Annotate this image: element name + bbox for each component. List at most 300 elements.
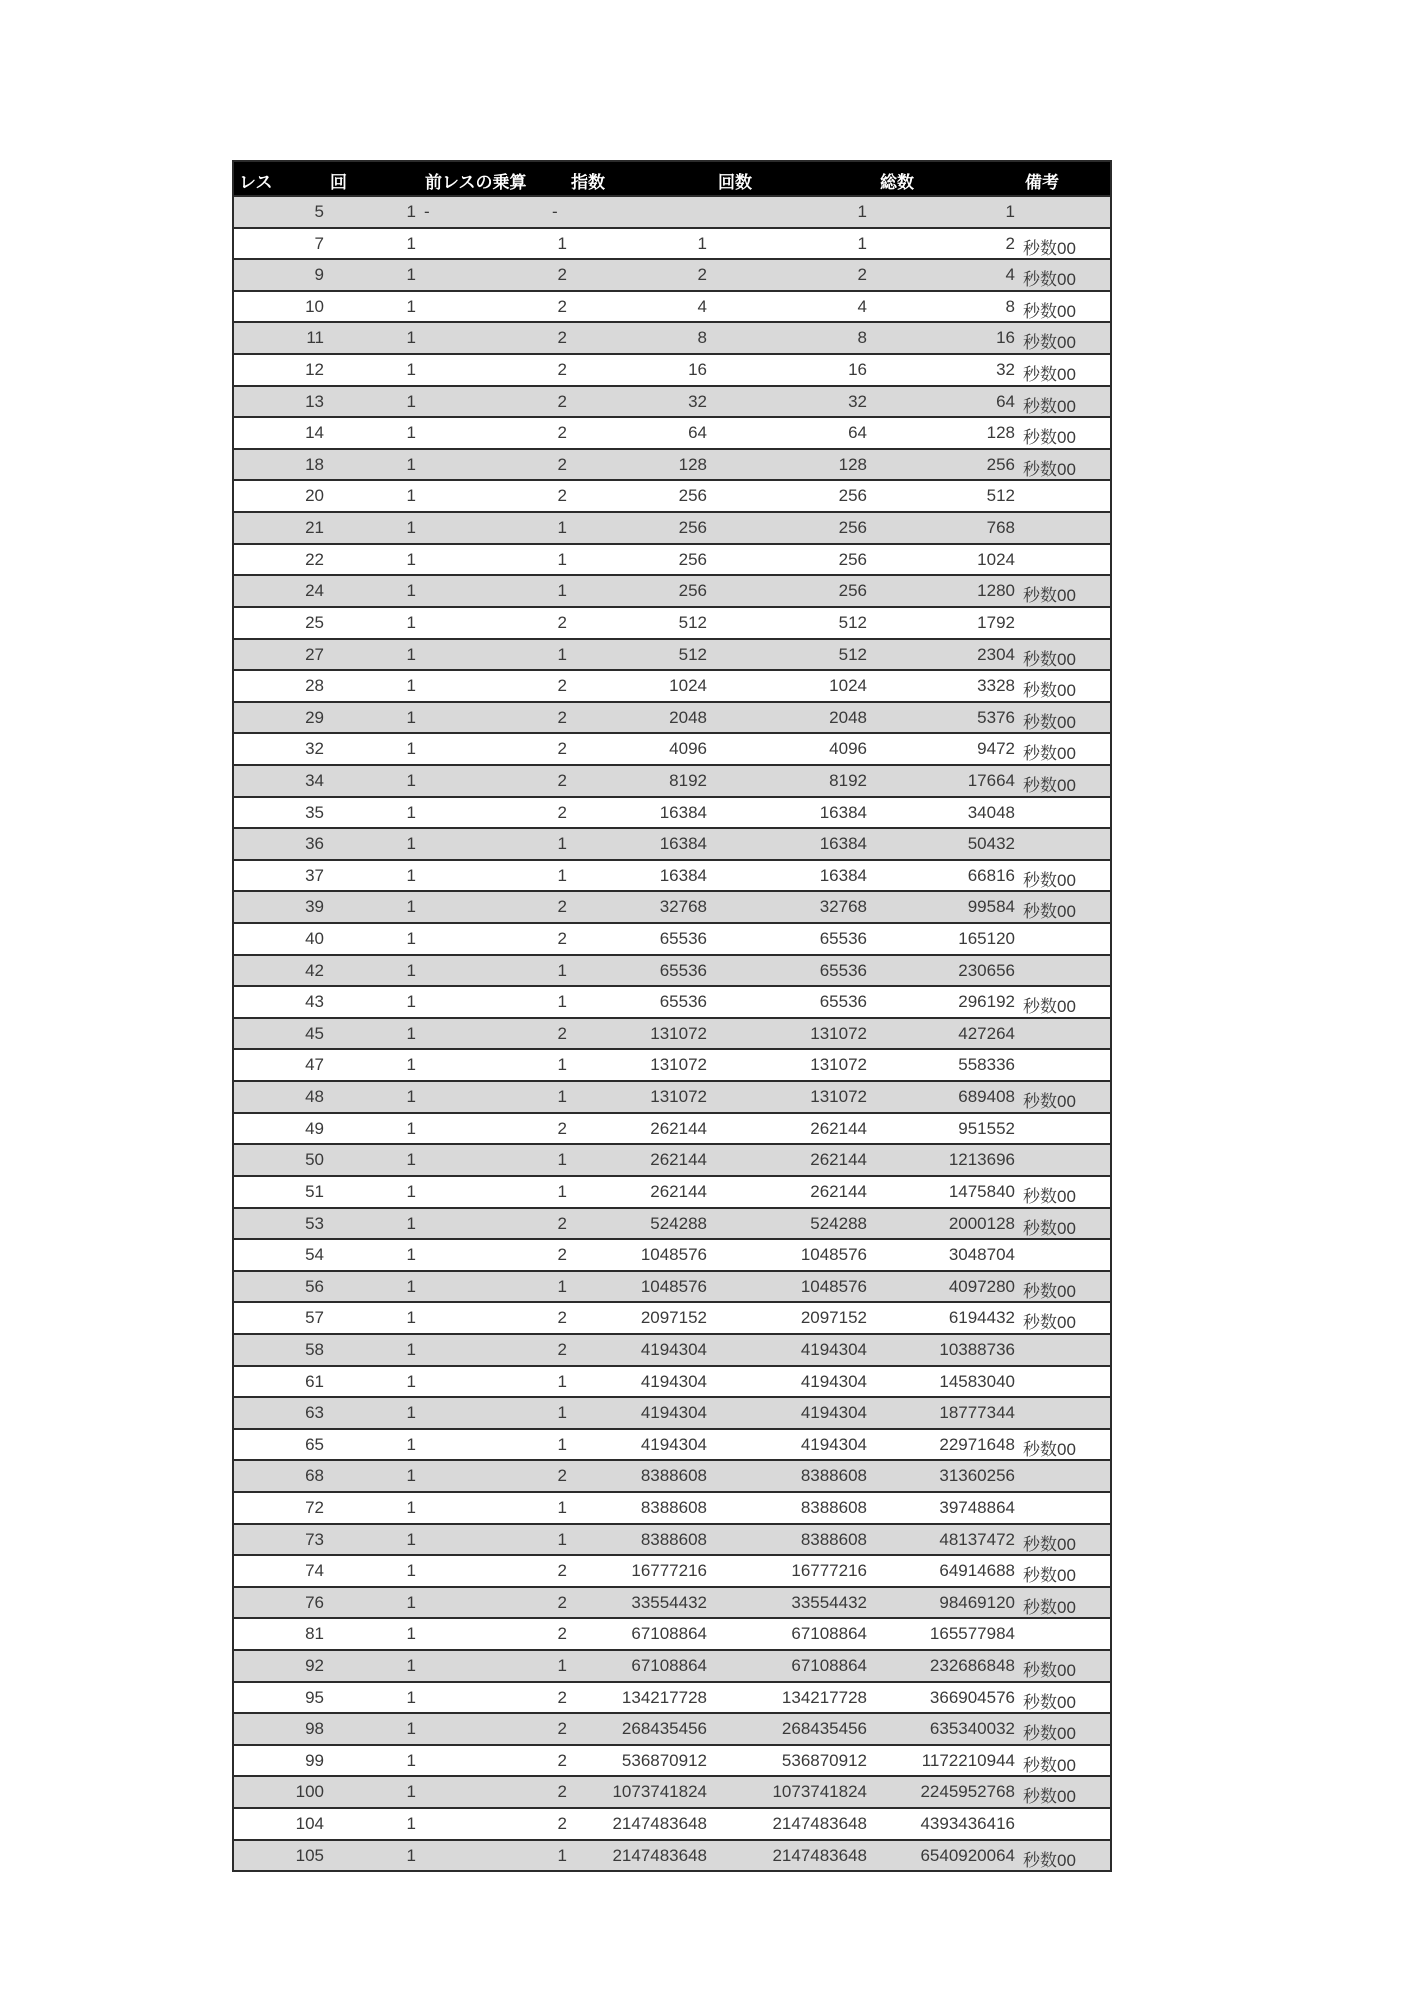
table-row [234,479,1110,511]
cell-count: 524288 [810,1213,867,1233]
table-row [234,796,1110,828]
cell-res: 34 [305,770,324,790]
cell-kai: 1 [406,865,416,885]
cell-prev-multiply: 1 [557,581,567,601]
cell-kai: 1 [406,644,416,664]
cell-total: 512 [986,486,1015,506]
cell-total: 635340032 [929,1719,1015,1739]
cell-count: 2 [857,265,867,285]
cell-count: 131072 [810,1055,867,1075]
cell-total: 10388736 [939,1339,1015,1359]
cell-kai: 1 [406,707,416,727]
cell-exponent: 512 [678,612,707,632]
cell-kai: 1 [406,1403,416,1423]
cell-note: 秒数00 [1023,365,1076,385]
cell-exponent: 2147483648 [612,1845,707,1865]
table-row [234,1491,1110,1523]
cell-prev-multiply: 2 [557,707,567,727]
cell-kai: 1 [406,992,416,1012]
table-row [234,1428,1110,1460]
cell-kai: 1 [406,1750,416,1770]
cell-res: 56 [305,1276,324,1296]
cell-res: 68 [305,1466,324,1486]
table-row [234,321,1110,353]
cell-kai: 1 [406,960,416,980]
cell-total: 427264 [958,1023,1015,1043]
cell-count: 65536 [819,960,867,980]
cell-count: 1 [857,202,867,221]
cell-total: 98469120 [939,1592,1015,1612]
cell-kai: 1 [406,1308,416,1328]
cell-res: 42 [305,960,324,980]
cell-res: 14 [305,423,324,443]
cell-note: 秒数00 [1023,1787,1076,1807]
table-row [234,1365,1110,1397]
cell-total: 3048704 [948,1245,1015,1265]
table-row [234,1112,1110,1144]
header-prev-multiply: 前レスの乗算 [425,173,527,193]
cell-prev-multiply: 2 [557,1466,567,1486]
cell-kai: 1 [406,676,416,696]
cell-kai: 1 [406,1118,416,1138]
cell-count: 4 [857,296,867,316]
cell-res: 99 [305,1750,324,1770]
cell-count: 256 [838,486,867,506]
cell-prev-multiply: 2 [557,1624,567,1644]
cell-res: 73 [305,1529,324,1549]
cell-res: 22 [305,549,324,569]
cell-res: 12 [305,360,324,380]
cell-res: 81 [305,1624,324,1644]
cell-prev-multiply: 2 [557,1592,567,1612]
cell-count: 268435456 [781,1719,867,1739]
cell-res: 92 [305,1656,324,1676]
cell-count: 67108864 [791,1624,867,1644]
cell-exponent: 16384 [659,834,707,854]
cell-kai: 1 [406,1592,416,1612]
cell-total: 366904576 [929,1687,1015,1707]
cell-prev-multiply: 2 [557,296,567,316]
cell-exponent: 512 [678,644,707,664]
cell-count: 64 [848,423,867,443]
cell-prev-multiply: 2 [557,802,567,822]
cell-prev-multiply: 2 [557,1814,567,1834]
cell-prev-multiply: 2 [557,1213,567,1233]
cell-total: 3328 [977,676,1015,696]
cell-count: 131072 [810,1087,867,1107]
cell-count: 262144 [810,1181,867,1201]
cell-exponent: 8192 [669,770,707,790]
cell-count: 33554432 [791,1592,867,1612]
cell-res: 28 [305,676,324,696]
cell-prev-multiply: 1 [557,834,567,854]
cell-kai: 1 [406,1814,416,1834]
table-row [234,1744,1110,1776]
cell-total: 32 [996,360,1015,380]
cell-count: 256 [838,518,867,538]
cell-prev-multiply: 2 [557,360,567,380]
table-row [234,511,1110,543]
cell-kai: 1 [406,1845,416,1865]
cell-res: 54 [305,1245,324,1265]
cell-kai: 1 [406,518,416,538]
cell-exponent: 16 [688,360,707,380]
cell-count: 134217728 [781,1687,867,1707]
cell-exponent: 16384 [659,802,707,822]
cell-res: 18 [305,454,324,474]
cell-kai: 1 [406,802,416,822]
cell-exponent: 33554432 [631,1592,707,1612]
cell-count: 131072 [810,1023,867,1043]
cell-total: 128 [986,423,1015,443]
cell-prev-multiply: 1 [557,1497,567,1517]
cell-exponent: 67108864 [631,1624,707,1644]
cell-count: 65536 [819,929,867,949]
cell-res: 43 [305,992,324,1012]
cell-count: 2048 [829,707,867,727]
header-count: 回数 [718,173,752,193]
cell-kai: 1 [406,1624,416,1644]
cell-exponent: 262144 [650,1118,707,1138]
header-total: 総数 [880,173,914,193]
cell-res: 10 [305,296,324,316]
cell-res: 24 [305,581,324,601]
cell-note: 秒数00 [1023,1724,1076,1744]
cell-total: 2 [1005,233,1015,253]
table-row [234,1775,1110,1807]
table-row [234,1333,1110,1365]
cell-prev-multiply: 1 [557,865,567,885]
cell-exponent: 262144 [650,1181,707,1201]
cell-total: 1213696 [948,1150,1015,1170]
cell-prev-multiply: 1 [557,1181,567,1201]
cell-kai: 1 [406,202,416,221]
cell-count: 4194304 [800,1339,867,1359]
cell-res: 53 [305,1213,324,1233]
cell-res: 104 [295,1814,324,1834]
cell-total: 16 [996,328,1015,348]
cell-kai: 1 [406,1339,416,1359]
table-row [234,827,1110,859]
cell-total: 768 [986,518,1015,538]
table-row [234,954,1110,986]
cell-res: 47 [305,1055,324,1075]
cell-res: 25 [305,612,324,632]
cell-exponent: 16777216 [631,1561,707,1581]
cell-total: 64 [996,391,1015,411]
cell-count: 67108864 [791,1656,867,1676]
cell-note: 秒数00 [1023,681,1076,701]
cell-kai: 1 [406,1656,416,1676]
cell-res: 9 [314,265,324,285]
cell-exponent: 8388608 [640,1466,707,1486]
table-row [234,1649,1110,1681]
cell-prev-multiply: 2 [557,1245,567,1265]
cell-res: 98 [305,1719,324,1739]
cell-prev-multiply: 2 [557,454,567,474]
cell-exponent: 65536 [659,992,707,1012]
table-row [234,1586,1110,1618]
cell-note: 秒数00 [1023,586,1076,606]
cell-count: 16 [848,360,867,380]
cell-total: 2245952768 [920,1782,1015,1802]
cell-note: 秒数00 [1023,333,1076,353]
cell-res: 37 [305,865,324,885]
cell-res: 20 [305,486,324,506]
table-row [234,448,1110,480]
cell-note: 秒数00 [1023,1186,1076,1206]
table-row [234,1143,1110,1175]
table-row [234,985,1110,1017]
table-row [234,1048,1110,1080]
cell-res: 50 [305,1150,324,1170]
cell-exponent: 256 [678,581,707,601]
cell-res: 45 [305,1023,324,1043]
cell-note: 秒数00 [1023,775,1076,795]
cell-kai: 1 [406,612,416,632]
cell-kai: 1 [406,1434,416,1454]
cell-count: 32 [848,391,867,411]
cell-res: 36 [305,834,324,854]
cell-count: 4194304 [800,1371,867,1391]
cell-note: 秒数00 [1023,1439,1076,1459]
cell-prev-multiply: 1 [557,1529,567,1549]
cell-res: 7 [314,233,324,253]
cell-total: 296192 [958,992,1015,1012]
table-row [234,1554,1110,1586]
cell-res: 29 [305,707,324,727]
cell-count: 8 [857,328,867,348]
table-row [234,1807,1110,1839]
cell-exponent: 4096 [669,739,707,759]
cell-note: 秒数00 [1023,902,1076,922]
cell-kai: 1 [406,1371,416,1391]
cell-note: 秒数00 [1023,428,1076,448]
table-row [234,1839,1110,1871]
cell-res: 100 [295,1782,324,1802]
cell-prev-multiply: 2 [557,612,567,632]
cell-count: 1048576 [800,1276,867,1296]
cell-prev-multiply: 1 [557,1371,567,1391]
cell-exponent: 268435456 [621,1719,707,1739]
cell-total: 2304 [977,644,1015,664]
cell-prev-multiply: 2 [557,1687,567,1707]
cell-total: 5376 [977,707,1015,727]
cell-total: 1172210944 [921,1750,1015,1770]
cell-prev-multiply: 2 [557,423,567,443]
cell-kai: 1 [406,1719,416,1739]
cell-kai: 1 [406,296,416,316]
cell-total: 18777344 [939,1403,1015,1423]
cell-count: 65536 [819,992,867,1012]
cell-kai: 1 [406,1055,416,1075]
cell-total: 34048 [967,802,1015,822]
cell-exponent: 16384 [659,865,707,885]
cell-total: 64914688 [939,1561,1015,1581]
cell-total: 6540920064 [920,1845,1015,1865]
cell-note: 秒数00 [1023,1850,1076,1870]
cell-exponent: 1048576 [640,1276,707,1296]
cell-res: 32 [305,739,324,759]
cell-exponent: 4194304 [640,1403,707,1423]
cell-count: 1 [857,233,867,253]
cell-total: 22971648 [939,1434,1015,1454]
cell-total: 951552 [958,1118,1015,1138]
cell-prev-multiply: 1 [557,1276,567,1296]
cell-prev-multiply: 2 [557,897,567,917]
table-row [234,1301,1110,1333]
cell-prev-multiply: 2 [557,1118,567,1138]
cell-kai: 1 [406,360,416,380]
table-row [234,1238,1110,1270]
cell-total: 66816 [967,865,1015,885]
cell-res: 39 [305,897,324,917]
cell-count: 16384 [819,834,867,854]
cell-exponent: 65536 [659,960,707,980]
cell-kai: 1 [406,739,416,759]
cell-exponent: 1 [697,233,707,253]
cell-kai: 1 [406,549,416,569]
cell-total: 1280 [977,581,1015,601]
cell-kai: 1 [406,1245,416,1265]
cell-res: 27 [305,644,324,664]
cell-kai: 1 [406,328,416,348]
cell-count: 16777216 [791,1561,867,1581]
cell-prev-multiply: 2 [557,1308,567,1328]
table-row [234,1080,1110,1112]
cell-total: 8 [1005,296,1015,316]
cell-exponent: 1048576 [640,1245,707,1265]
cell-exponent: 2048 [669,707,707,727]
cell-count: 512 [838,644,867,664]
cell-exponent: 1073741824 [612,1782,707,1802]
cell-count: 2147483648 [772,1845,867,1865]
cell-prev-multiply: 1 [557,1087,567,1107]
cell-kai: 1 [406,897,416,917]
cell-exponent: 67108864 [631,1656,707,1676]
cell-exponent: 32768 [659,897,707,917]
cell-prev-multiply: 2 [557,1719,567,1739]
cell-kai: 1 [406,265,416,285]
cell-note: 秒数00 [1023,1755,1076,1775]
cell-exponent: 65536 [659,929,707,949]
cell-res: 48 [305,1087,324,1107]
cell-total: 99584 [967,897,1015,917]
cell-total: 689408 [958,1087,1015,1107]
cell-exponent: 32 [688,391,707,411]
cell-res: 11 [306,328,324,348]
cell-res: 65 [305,1434,324,1454]
cell-kai: 1 [406,581,416,601]
cell-prev-multiply: 1 [557,1150,567,1170]
cell-note: 秒数00 [1023,1597,1076,1617]
cell-res: 49 [305,1118,324,1138]
cell-note: 秒数00 [1023,997,1076,1017]
cell-note: 秒数00 [1023,1313,1076,1333]
cell-res: 35 [305,802,324,822]
cell-exponent: 256 [678,486,707,506]
cell-total: 1792 [977,612,1015,632]
cell-exponent: 256 [678,518,707,538]
cell-prev-multiply: 2 [557,1561,567,1581]
table-row [234,732,1110,764]
cell-res: 61 [305,1371,324,1391]
header-note: 備考 [1025,173,1059,193]
cell-exponent: 8 [697,328,707,348]
cell-exponent: 64 [688,423,707,443]
cell-prev-multiply: 1 [557,644,567,664]
cell-count: 4194304 [800,1403,867,1423]
cell-kai: 1 [406,233,416,253]
table-row [234,1017,1110,1049]
cell-note: 秒数00 [1023,649,1076,669]
cell-kai: 1 [406,1497,416,1517]
cell-prev-multiply: 2 [557,1782,567,1802]
cell-note: 秒数00 [1023,301,1076,321]
cell-kai: 1 [406,1276,416,1296]
table-row [234,258,1110,290]
cell-res: 105 [295,1845,324,1865]
cell-total: 165577984 [929,1624,1015,1644]
table-row [234,859,1110,891]
table-row [234,1681,1110,1713]
cell-count: 1073741824 [772,1782,867,1802]
cell-kai: 1 [406,423,416,443]
cell-res: 51 [305,1181,324,1201]
cell-total: 4 [1005,265,1015,285]
cell-note: 秒数00 [1023,1534,1076,1554]
cell-prev-multiply: 1 [557,1434,567,1454]
cell-prev-multiply: 1 [557,1055,567,1075]
cell-exponent: 8388608 [640,1529,707,1549]
table-row [234,638,1110,670]
cell-count: 262144 [810,1118,867,1138]
cell-count: 262144 [810,1150,867,1170]
cell-kai: 1 [406,1213,416,1233]
table-row [234,764,1110,796]
cell-note: 秒数00 [1023,744,1076,764]
cell-exponent: 131072 [650,1023,707,1043]
cell-note: 秒数00 [1023,1566,1076,1586]
cell-res: 40 [305,929,324,949]
cell-prev-multiply: 2 [557,486,567,506]
cell-note: 秒数00 [1023,459,1076,479]
cell-kai: 1 [406,1150,416,1170]
table-row [234,353,1110,385]
cell-exponent: 1024 [669,676,707,696]
cell-count: 1048576 [800,1245,867,1265]
cell-res: 72 [305,1497,324,1517]
cell-prev-multiply: 2 [557,265,567,285]
cell-total: 4393436416 [920,1814,1015,1834]
cell-prev-multiply: 1 [557,233,567,253]
cell-total: 165120 [958,929,1015,949]
cell-res: 57 [305,1308,324,1328]
table-row [234,606,1110,638]
cell-res: 95 [305,1687,324,1707]
cell-kai: 1 [406,1782,416,1802]
cell-total: 1475840 [948,1181,1015,1201]
cell-res: 76 [305,1592,324,1612]
cell-prev-multiply: 2 [557,328,567,348]
cell-count: 8388608 [800,1466,867,1486]
cell-exponent: 262144 [650,1150,707,1170]
table-row [234,385,1110,417]
cell-exponent: 134217728 [621,1687,707,1707]
cell-kai: 1 [406,929,416,949]
cell-exponent: 2147483648 [612,1814,707,1834]
cell-count: 16384 [819,865,867,885]
